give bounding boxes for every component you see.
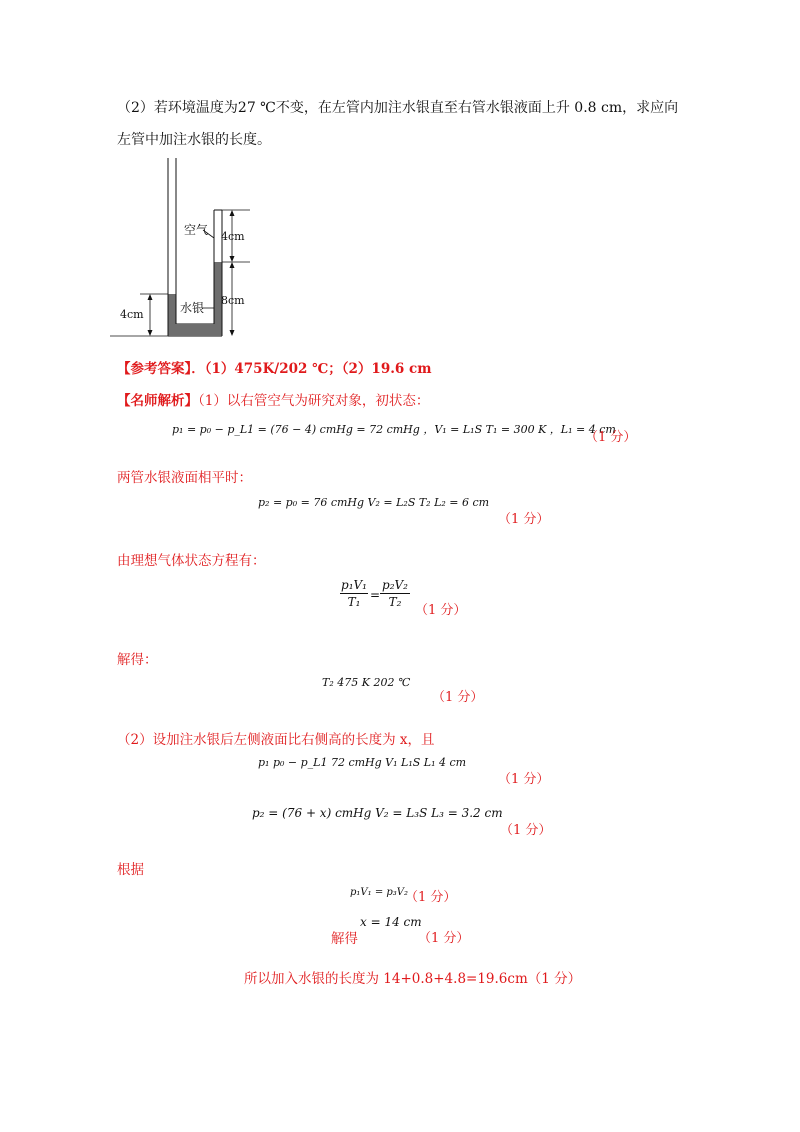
fraction-right xyxy=(380,578,410,609)
step-8-text: 解得 xyxy=(331,931,358,947)
score-mark-8: （1 分） xyxy=(418,931,470,946)
mercury-label: 水银 xyxy=(180,301,205,315)
question-line-2: 左管中加注水银的长度。 xyxy=(117,132,271,148)
fraction-right-denominator: T₂ xyxy=(388,595,402,609)
mercury-bottom xyxy=(169,324,222,336)
dimension-4cm-left: 4cm xyxy=(120,308,144,321)
equation-2: p₂ = p₀ = 76 cmHg V₂ = L₂S T₂ L₂ = 6 cm xyxy=(258,496,490,509)
fraction-left xyxy=(340,578,368,609)
conclusion-text: 所以加入水银的长度为 14+0.8+4.8=19.6cm（1 分） xyxy=(244,971,582,987)
equation-6: p₂ = (76 + x) cmHg V₂ = L₃S L₃ = 3.2 cm xyxy=(252,806,503,820)
analysis-intro: （1）以右管空气为研究对象，初状态： xyxy=(198,393,430,409)
score-mark-2: （1 分） xyxy=(498,512,550,527)
answer-text: （1）475K/202 ℃；（2）19.6 cm xyxy=(204,361,432,377)
equation-4: T₂ 475 K 202 ℃ xyxy=(322,676,411,689)
step-7-text: 根据 xyxy=(117,862,144,878)
answer-label: 【参考答案】． xyxy=(117,361,205,377)
question-line-1: （2）若环境温度为27 ℃不变，在左管内加注水银直至右管水银液面上升 0.8 cm，求应向 xyxy=(117,100,679,116)
analysis-label: 【名师解析】 xyxy=(117,393,198,409)
u-tube-diagram xyxy=(110,158,290,340)
score-mark-3: （1 分） xyxy=(415,603,467,618)
step-3-text: 由理想气体状态方程有： xyxy=(117,553,266,569)
analysis-heading xyxy=(117,389,429,409)
part-2-text: （2）设加注水银后左侧液面比右侧高的长度为 x，且 xyxy=(117,732,435,748)
step-2-text: 两管水银液面相平时： xyxy=(117,470,252,486)
reference-answer xyxy=(117,357,432,377)
dimension-4cm-right: 4cm xyxy=(221,230,245,243)
dimension-8cm: 8cm xyxy=(221,294,245,307)
fraction-left-numerator: p₁V₁ xyxy=(341,578,367,592)
fraction-right-bar xyxy=(380,593,410,594)
score-mark-5: （1 分） xyxy=(498,772,550,787)
air-label: 空气 xyxy=(184,223,209,237)
equation-7: p₁V₁ = p₃V₂ xyxy=(350,887,409,898)
score-mark-6: （1 分） xyxy=(500,823,552,838)
score-mark-7: （1 分） xyxy=(405,890,457,905)
step-4-text: 解得： xyxy=(117,652,158,668)
score-mark-4: （1 分） xyxy=(432,690,484,705)
fraction-left-denominator: T₁ xyxy=(347,595,361,609)
equation-5: p₁ p₀ − p_L1 72 cmHg V₁ L₁S L₁ 4 cm xyxy=(258,756,467,769)
fraction-left-bar xyxy=(340,593,368,594)
fraction-right-numerator: p₂V₂ xyxy=(382,578,408,592)
score-mark-1: （1 分） xyxy=(585,430,637,445)
equals-sign: = xyxy=(370,588,381,602)
equation-1: p₁ = p₀ − p_L1 = (76 − 4) cmHg = 72 cmHg ，V₁ = L₁S T₁ = 300 K ，L₁ = 4 cm xyxy=(172,423,616,436)
equation-8: x = 14 cm xyxy=(360,915,422,929)
